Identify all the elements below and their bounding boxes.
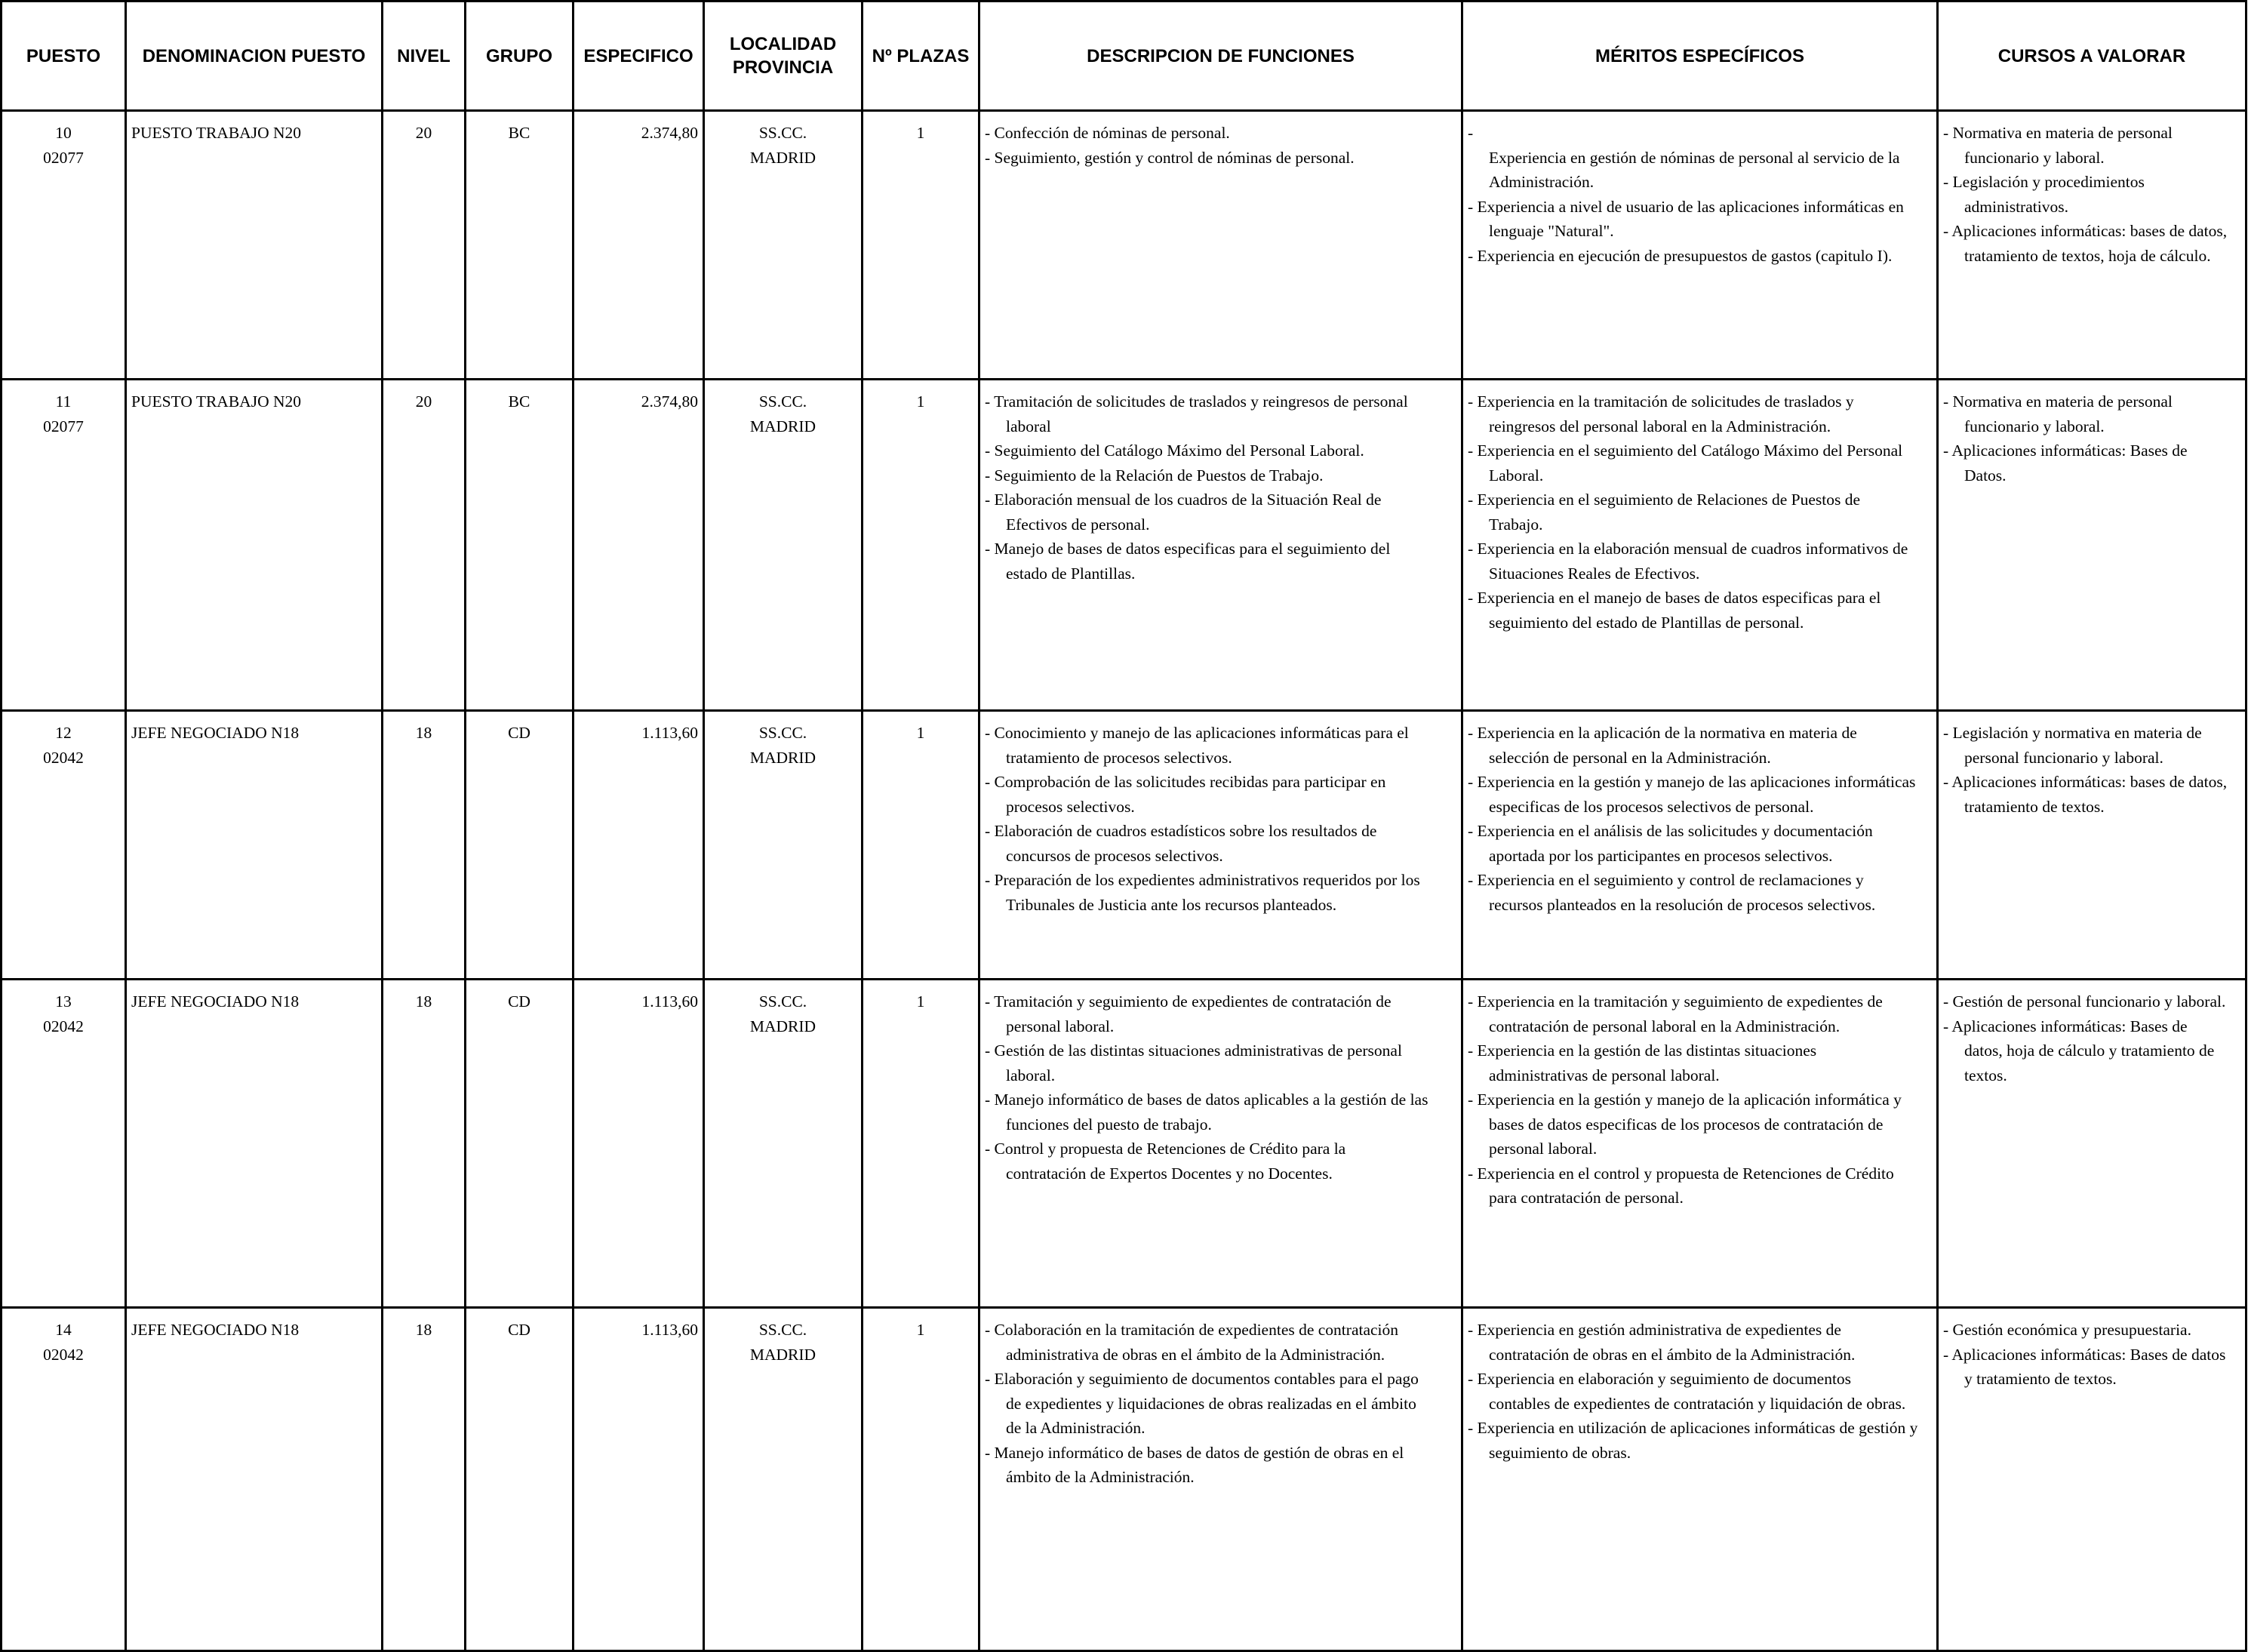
meritos-line: para contratación de personal. [1489, 1189, 1684, 1207]
funciones-line: - Manejo informático de bases de datos aplicables a la gestión de las [985, 1091, 1428, 1109]
cell-localidad [704, 111, 863, 380]
cell-denominacion [126, 980, 383, 1308]
meritos-line: - Experiencia en utilización de aplicaciones informáticas de gestión y [1468, 1419, 1918, 1437]
cursos-line: - Aplicaciones informáticas: bases de datos, [1943, 222, 2228, 240]
grupo-value: BC [508, 124, 530, 142]
funciones-line: - Elaboración de cuadros estadísticos sobre los resultados de [985, 822, 1377, 840]
cell-funciones [979, 980, 1462, 1308]
puesto-code: 02042 [43, 1017, 84, 1035]
cell-funciones [979, 711, 1462, 980]
cell-plazas [863, 1308, 979, 1651]
meritos-line: selección de personal en la Administración. [1489, 748, 1771, 767]
header-funciones: DESCRIPCION DE FUNCIONES [979, 2, 1462, 111]
cell-denominacion [126, 1308, 383, 1651]
plazas-value: 1 [916, 1321, 925, 1339]
funciones-line: - Seguimiento del Catálogo Máximo del Personal Laboral. [985, 441, 1364, 460]
localidad-value: SS.CC. [758, 724, 807, 742]
cell-meritos [1462, 380, 1938, 711]
localidad-value: SS.CC. [758, 124, 807, 142]
cell-nivel [383, 980, 466, 1308]
cell-cursos [1938, 980, 2246, 1308]
meritos-line: - Experiencia en la tramitación de solicitudes de traslados y [1468, 392, 1854, 411]
cell-denominacion [126, 380, 383, 711]
meritos-line: - Experiencia en ejecución de presupuestos de gastos (capitulo I). [1468, 246, 1893, 265]
cell-cursos [1938, 380, 2246, 711]
funciones-line: contratación de Expertos Docentes y no Docentes. [1006, 1164, 1333, 1183]
cell-grupo [466, 380, 574, 711]
especifico-value: 2.374,80 [641, 124, 698, 142]
cell-nivel [383, 1308, 466, 1651]
cell-cursos [1938, 711, 2246, 980]
cursos-line: - Normativa en materia de personal [1943, 392, 2173, 411]
cell-nivel [383, 111, 466, 380]
funciones-line: - Tramitación y seguimiento de expedientes de contratación de [985, 992, 1392, 1011]
grupo-value: BC [508, 392, 530, 411]
meritos-line: Situaciones Reales de Efectivos. [1489, 564, 1700, 583]
denominacion-text: JEFE NEGOCIADO N18 [131, 724, 300, 742]
meritos-line: - Experiencia en la gestión y manejo de las aplicaciones informáticas [1468, 773, 1916, 791]
cursos-line: tratamiento de textos. [1964, 797, 2105, 816]
funciones-line: - Control y propuesta de Retenciones de Crédito para la [985, 1140, 1346, 1158]
cursos-line: textos. [1964, 1066, 2007, 1084]
table-row [2, 111, 2246, 380]
cell-cursos [1938, 111, 2246, 380]
meritos-line: - [1468, 124, 1474, 142]
especifico-value: 2.374,80 [641, 392, 698, 411]
cursos-line: - Aplicaciones informáticas: bases de datos, [1943, 773, 2228, 791]
meritos-line: seguimiento del estado de Plantillas de personal. [1489, 613, 1804, 632]
meritos-line: Laboral. [1489, 466, 1544, 485]
cell-meritos [1462, 111, 1938, 380]
provincia-value: MADRID [749, 417, 816, 435]
cell-funciones [979, 380, 1462, 711]
meritos-line: - Experiencia en el seguimiento de Relaciones de Puestos de [1468, 491, 1861, 509]
table-row [2, 1308, 2246, 1651]
cursos-line: - Gestión económica y presupuestaria. [1943, 1321, 2191, 1339]
cell-nivel [383, 380, 466, 711]
header-nivel: NIVEL [383, 2, 466, 111]
denominacion-text: JEFE NEGOCIADO N18 [131, 992, 300, 1011]
cell-especifico [574, 1308, 704, 1651]
cursos-line: administrativos. [1964, 197, 2068, 216]
provincia-value: MADRID [749, 748, 816, 767]
nivel-value: 20 [415, 124, 432, 142]
localidad-value: SS.CC. [758, 392, 807, 411]
meritos-line: recursos planteados en la resolución de procesos selectivos. [1489, 895, 1876, 914]
meritos-line: reingresos del personal laboral en la Administración. [1489, 417, 1831, 435]
cursos-line: y tratamiento de textos. [1964, 1370, 2117, 1388]
denominacion-text: PUESTO TRABAJO N20 [131, 392, 301, 411]
funciones-line: - Confección de nóminas de personal. [985, 124, 1230, 142]
cell-meritos [1462, 711, 1938, 980]
puesto-code: 02042 [43, 748, 84, 767]
cell-localidad [704, 980, 863, 1308]
cursos-line: datos, hoja de cálculo y tratamiento de [1964, 1041, 2215, 1060]
denominacion-text: JEFE NEGOCIADO N18 [131, 1321, 300, 1339]
meritos-line: Experiencia en gestión de nóminas de personal al servicio de la [1489, 148, 1900, 167]
funciones-line: - Elaboración y seguimiento de documentos contables para el pago [985, 1370, 1419, 1388]
cell-puesto [2, 1308, 126, 1651]
cell-plazas [863, 380, 979, 711]
plazas-value: 1 [916, 992, 925, 1011]
funciones-line: de la Administración. [1006, 1419, 1146, 1437]
cursos-line: funcionario y laboral. [1964, 148, 2105, 167]
meritos-line: - Experiencia en el seguimiento y control de reclamaciones y [1468, 871, 1864, 889]
puesto-code: 02077 [43, 148, 84, 167]
funciones-line: - Gestión de las distintas situaciones administrativas de personal [985, 1041, 1402, 1060]
table-row [2, 980, 2246, 1308]
funciones-line: ámbito de la Administración. [1006, 1468, 1195, 1486]
cursos-line: - Aplicaciones informáticas: Bases de [1943, 1017, 2188, 1035]
meritos-line: aportada por los participantes en procesos selectivos. [1489, 846, 1833, 865]
grupo-value: CD [508, 1321, 530, 1339]
cell-cursos [1938, 1308, 2246, 1651]
cursos-line: - Legislación y normativa en materia de [1943, 724, 2202, 742]
cell-grupo [466, 1308, 574, 1651]
provincia-value: MADRID [749, 148, 816, 167]
cell-localidad [704, 1308, 863, 1651]
funciones-line: - Elaboración mensual de los cuadros de la Situación Real de [985, 491, 1382, 509]
table-row [2, 711, 2246, 980]
cursos-line: - Normativa en materia de personal [1943, 124, 2173, 142]
grupo-value: CD [508, 724, 530, 742]
header-plazas: Nº PLAZAS [863, 2, 979, 111]
cell-puesto [2, 380, 126, 711]
cursos-line: - Aplicaciones informáticas: Bases de [1943, 441, 2188, 460]
cell-localidad [704, 711, 863, 980]
header-puesto: PUESTO [2, 2, 126, 111]
header-especifico: ESPECIFICO [574, 2, 704, 111]
funciones-line: - Seguimiento, gestión y control de nóminas de personal. [985, 148, 1355, 167]
funciones-line: - Tramitación de solicitudes de traslados y reingresos de personal [985, 392, 1408, 411]
provincia-value: MADRID [749, 1017, 816, 1035]
cursos-line: tratamiento de textos, hoja de cálculo. [1964, 246, 2211, 265]
header-denominacion: DENOMINACION PUESTO [126, 2, 383, 111]
meritos-line: seguimiento de obras. [1489, 1443, 1631, 1462]
header-cursos: CURSOS A VALORAR [1938, 2, 2246, 111]
meritos-line: - Experiencia en el control y propuesta de Retenciones de Crédito [1468, 1164, 1894, 1183]
meritos-line: - Experiencia en la gestión de las distintas situaciones [1468, 1041, 1817, 1060]
cell-especifico [574, 380, 704, 711]
especifico-value: 1.113,60 [641, 992, 698, 1011]
cell-nivel [383, 711, 466, 980]
meritos-line: especificas de los procesos selectivos de personal. [1489, 797, 1814, 816]
funciones-line: funciones del puesto de trabajo. [1006, 1115, 1212, 1134]
funciones-line: - Preparación de los expedientes administrativos requeridos por los [985, 871, 1420, 889]
grupo-value: CD [508, 992, 530, 1011]
funciones-line: Tribunales de Justicia ante los recursos planteados. [1006, 895, 1337, 914]
funciones-line: tratamiento de procesos selectivos. [1006, 748, 1232, 767]
puesto-number: 13 [55, 992, 72, 1011]
meritos-line: - Experiencia en la gestión y manejo de la aplicación informática y [1468, 1091, 1902, 1109]
cell-funciones [979, 111, 1462, 380]
localidad-value: SS.CC. [758, 992, 807, 1011]
cell-denominacion [126, 111, 383, 380]
funciones-line: - Manejo de bases de datos especificas para el seguimiento del [985, 540, 1391, 558]
cell-grupo [466, 111, 574, 380]
cell-grupo [466, 711, 574, 980]
nivel-value: 18 [415, 1321, 432, 1339]
meritos-line: contables de expedientes de contratación y liquidación de obras. [1489, 1394, 1906, 1413]
funciones-line: administrativa de obras en el ámbito de la Administración. [1006, 1345, 1385, 1364]
denominacion-text: PUESTO TRABAJO N20 [131, 124, 301, 142]
puesto-number: 11 [55, 392, 72, 411]
plazas-value: 1 [916, 392, 925, 411]
header-localidad: LOCALIDAD PROVINCIA [704, 2, 863, 111]
table-body [2, 111, 2246, 1651]
plazas-value: 1 [916, 724, 925, 742]
funciones-line: de expedientes y liquidaciones de obras realizadas en el ámbito [1006, 1394, 1416, 1413]
funciones-line: laboral [1006, 417, 1051, 435]
cell-plazas [863, 711, 979, 980]
cell-meritos [1462, 1308, 1938, 1651]
header-grupo: GRUPO [466, 2, 574, 111]
header-meritos: MÉRITOS ESPECÍFICOS [1462, 2, 1938, 111]
cell-puesto [2, 980, 126, 1308]
cursos-line: - Gestión de personal funcionario y laboral. [1943, 992, 2226, 1011]
cell-meritos [1462, 980, 1938, 1308]
puesto-number: 12 [55, 724, 72, 742]
meritos-line: Trabajo. [1489, 515, 1543, 534]
funciones-line: Efectivos de personal. [1006, 515, 1150, 534]
funciones-line: personal laboral. [1006, 1017, 1115, 1035]
cell-puesto [2, 711, 126, 980]
funciones-line: laboral. [1006, 1066, 1056, 1084]
cell-plazas [863, 980, 979, 1308]
funciones-line: - Comprobación de las solicitudes recibidas para participar en [985, 773, 1386, 791]
nivel-value: 18 [415, 724, 432, 742]
cell-especifico [574, 111, 704, 380]
meritos-line: administrativas de personal laboral. [1489, 1066, 1720, 1084]
funciones-line: - Seguimiento de la Relación de Puestos de Trabajo. [985, 466, 1324, 485]
puesto-number: 10 [55, 124, 72, 142]
cell-localidad [704, 380, 863, 711]
meritos-line: contratación de obras en el ámbito de la Administración. [1489, 1345, 1856, 1364]
cursos-line: Datos. [1964, 466, 2007, 485]
funciones-line: procesos selectivos. [1006, 797, 1135, 816]
table-row [2, 380, 2246, 711]
meritos-line: - Experiencia en la tramitación y seguimiento de expedientes de [1468, 992, 1883, 1011]
meritos-line: - Experiencia a nivel de usuario de las aplicaciones informáticas en [1468, 197, 1904, 216]
localidad-value: SS.CC. [758, 1321, 807, 1339]
meritos-line: - Experiencia en el análisis de las solicitudes y documentación [1468, 822, 1873, 840]
meritos-line: - Experiencia en elaboración y seguimiento de documentos [1468, 1370, 1852, 1388]
cursos-line: funcionario y laboral. [1964, 417, 2105, 435]
funciones-line: concursos de procesos selectivos. [1006, 846, 1223, 865]
cell-especifico [574, 711, 704, 980]
cell-especifico [574, 980, 704, 1308]
funciones-line: - Colaboración en la tramitación de expedientes de contratación [985, 1321, 1399, 1339]
meritos-line: contratación de personal laboral en la Administración. [1489, 1017, 1841, 1035]
cursos-line: personal funcionario y laboral. [1964, 748, 2163, 767]
nivel-value: 18 [415, 992, 432, 1011]
meritos-line: - Experiencia en el manejo de bases de datos especificas para el [1468, 589, 1881, 607]
puesto-code: 02042 [43, 1345, 84, 1364]
cursos-line: - Aplicaciones informáticas: Bases de datos [1943, 1345, 2226, 1364]
meritos-line: personal laboral. [1489, 1140, 1598, 1158]
funciones-line: - Conocimiento y manejo de las aplicaciones informáticas para el [985, 724, 1409, 742]
cell-funciones [979, 1308, 1462, 1651]
cell-denominacion [126, 711, 383, 980]
meritos-line: lenguaje "Natural". [1489, 222, 1614, 240]
meritos-line: - Experiencia en la elaboración mensual de cuadros informativos de [1468, 540, 1908, 558]
funciones-line: - Manejo informático de bases de datos de gestión de obras en el [985, 1443, 1404, 1462]
puesto-code: 02077 [43, 417, 84, 435]
cell-puesto [2, 111, 126, 380]
provincia-value: MADRID [749, 1345, 816, 1364]
meritos-line: bases de datos especificas de los procesos de contratación de [1489, 1115, 1884, 1134]
meritos-line: Administración. [1489, 173, 1595, 191]
especifico-value: 1.113,60 [641, 724, 698, 742]
especifico-value: 1.113,60 [641, 1321, 698, 1339]
cell-grupo [466, 980, 574, 1308]
funciones-line: estado de Plantillas. [1006, 564, 1136, 583]
table-header [2, 2, 2246, 111]
puesto-number: 14 [55, 1321, 72, 1339]
meritos-line: - Experiencia en el seguimiento del Catálogo Máximo del Personal [1468, 441, 1903, 460]
cell-plazas [863, 111, 979, 380]
nivel-value: 20 [415, 392, 432, 411]
meritos-line: - Experiencia en la aplicación de la normativa en materia de [1468, 724, 1857, 742]
meritos-line: - Experiencia en gestión administrativa de expedientes de [1468, 1321, 1841, 1339]
cursos-line: - Legislación y procedimientos [1943, 173, 2145, 191]
plazas-value: 1 [916, 124, 925, 142]
